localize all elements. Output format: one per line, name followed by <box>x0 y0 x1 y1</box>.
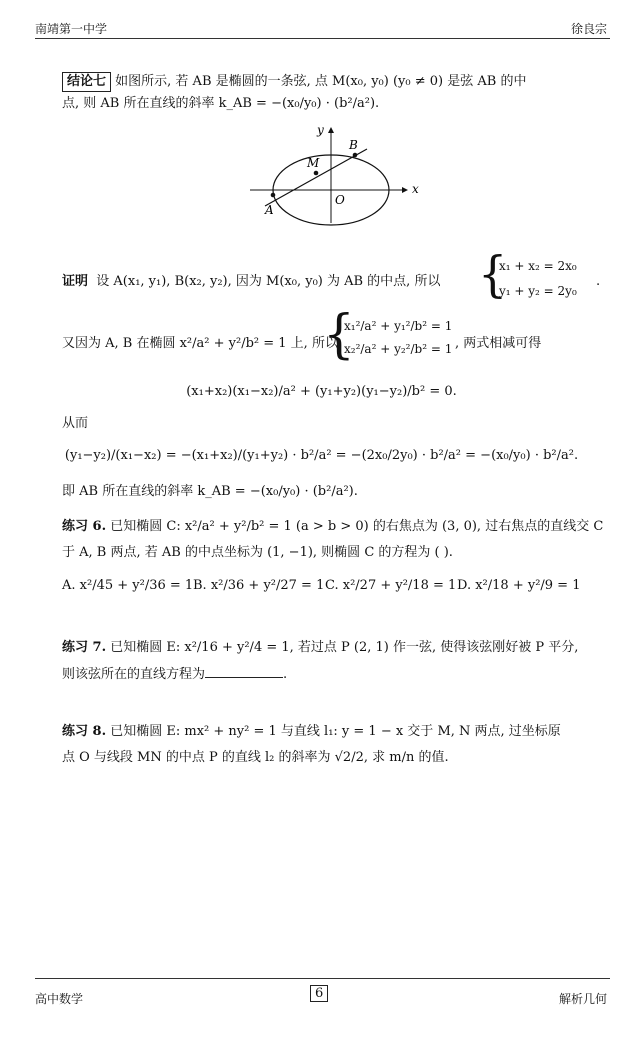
system1-end: . <box>596 274 601 289</box>
exercise6-line-2: 于 A, B 两点, 若 AB 的中点坐标为 (1, −1), 则椭圆 C 的方程为 ( ). <box>62 545 453 560</box>
exercise7-text-1: 已知椭圆 E: x²/16 + y²/4 = 1, 若过点 P (2, 1) 作一弦, 使得该弦刚好被 P 平分, <box>110 640 579 655</box>
ellipse-figure <box>245 118 430 228</box>
label-x: x <box>412 182 419 196</box>
proof-line-1 <box>62 274 440 290</box>
point-A <box>271 193 276 198</box>
system1-eq2: y₁ + y₂ = 2y₀ <box>499 284 577 298</box>
header-school: 南靖第一中学 <box>35 22 108 36</box>
footer-rule <box>35 978 610 979</box>
proof-text-2: 又因为 A, B 在椭圆 x²/a² + y²/b² = 1 上, 所以 <box>62 336 338 351</box>
label-A: A <box>265 203 274 217</box>
proof-system1-brace: { <box>478 245 508 303</box>
exercise6-option-b: B. x²/36 + y²/27 = 1 <box>193 578 325 593</box>
conclusion-line-2: 点, 则 AB 所在直线的斜率 k_AB = −(x₀/y₀) · (b²/a²). <box>62 96 380 111</box>
exercise6-text-1: 已知椭圆 C: x²/a² + y²/b² = 1 (a > b > 0) 的右焦点为 (3, 0), 过右焦点的直线交 C <box>110 519 604 534</box>
proof-text-4: 即 AB 所在直线的斜率 k_AB = −(x₀/y₀) · (b²/a²). <box>62 484 358 499</box>
proof-text-1: 设 A(x₁, y₁), B(x₂, y₂), 因为 M(x₀, y₀) 为 AB 的中点, 所以 <box>96 274 441 289</box>
exercise7-line-2 <box>62 666 287 683</box>
system2-eq1: x₁²/a² + y₁²/b² = 1 <box>344 319 453 333</box>
proof-text-3: 从而 <box>62 416 89 431</box>
exercise6-option-c: C. x²/27 + y²/18 = 1 <box>325 578 457 593</box>
exercise6-line-1 <box>62 519 603 535</box>
conclusion-line-1 <box>62 72 526 92</box>
equation-subtract: (x₁+x₂)(x₁−x₂)/a² + (y₁+y₂)(y₁−y₂)/b² = 0. <box>186 384 457 399</box>
label-O: O <box>335 193 345 207</box>
footer-topic: 解析几何 <box>558 992 607 1006</box>
page-number-box: 6 <box>310 985 328 1002</box>
system2-eq2: x₂²/a² + y₂²/b² = 1 <box>344 342 453 356</box>
header-author: 徐良宗 <box>570 22 607 36</box>
exercise6-label: 练习 6. <box>62 519 107 534</box>
proof-label: 证明 <box>62 274 89 289</box>
exercise6-option-a: A. x²/45 + y²/36 = 1 <box>62 578 194 593</box>
exercise7-text-2-end: . <box>283 667 288 682</box>
exercise8-label: 练习 8. <box>62 724 107 739</box>
proof-text-2-end: , 两式相减可得 <box>455 336 542 351</box>
exercise8-line-1 <box>62 724 561 740</box>
exercise7-text-2: 则该弦所在的直线方程为 <box>62 667 206 682</box>
label-y: y <box>317 123 324 137</box>
proof-system2-brace: { <box>323 303 355 365</box>
point-M <box>314 171 319 176</box>
equation-ratio: (y₁−y₂)/(x₁−x₂) = −(x₁+x₂)/(y₁+y₂) · b²/a² = −(2x₀/2y₀) · b²/a² = −(x₀/y₀) · b²/a². <box>64 448 579 463</box>
header-rule <box>35 38 610 39</box>
footer-page-number <box>310 986 328 1001</box>
system1-eq1: x₁ + x₂ = 2x₀ <box>499 259 577 273</box>
exercise6-option-d: D. x²/18 + y²/9 = 1 <box>457 578 581 593</box>
point-B <box>353 153 358 158</box>
exercise7-label: 练习 7. <box>62 640 107 655</box>
exercise7-line-1 <box>62 640 578 656</box>
proof-system1 <box>499 258 577 300</box>
answer-blank[interactable] <box>205 666 283 678</box>
conclusion-label: 结论七 <box>62 72 111 92</box>
footer-subject: 高中数学 <box>35 992 84 1006</box>
conclusion-text-1: 如图所示, 若 AB 是椭圆的一条弦, 点 M(x₀, y₀) (y₀ ≠ 0) 是弦 AB 的中 <box>115 74 527 89</box>
exercise8-line-2: 点 O 与线段 MN 的中点 P 的直线 l₂ 的斜率为 √2/2, 求 m/n 的值. <box>62 750 449 765</box>
label-B: B <box>349 138 358 152</box>
label-M: M <box>307 156 320 170</box>
proof-system2 <box>344 318 452 358</box>
exercise8-text-1: 已知椭圆 E: mx² + ny² = 1 与直线 l₁: y = 1 − x 交于 M, N 两点, 过坐标原 <box>110 724 561 739</box>
